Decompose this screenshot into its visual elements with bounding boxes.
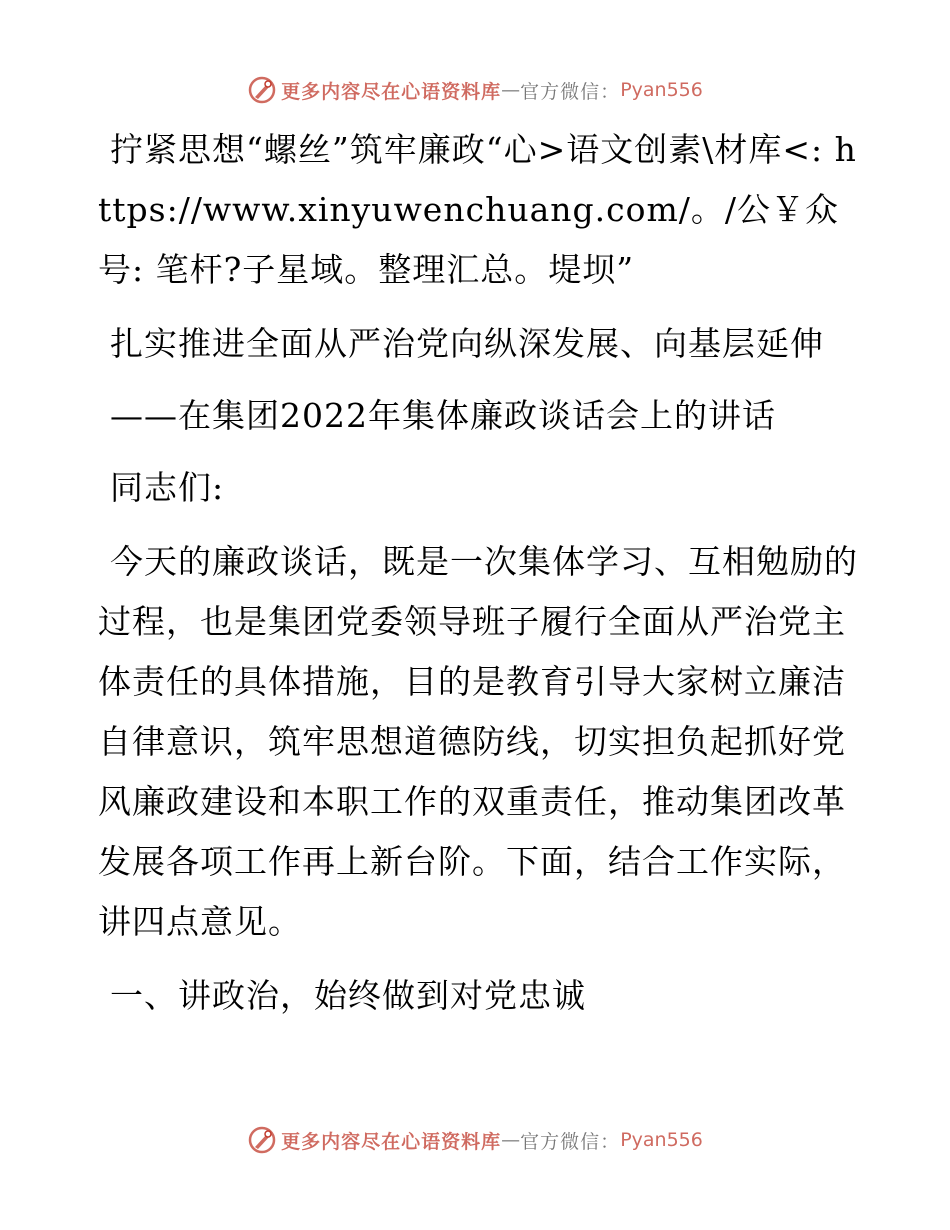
banner-wechat-id: Pyan556: [620, 79, 703, 101]
banner-label: 官方微信：: [520, 80, 621, 103]
body-paragraph: 今天的廉政谈话，既是一次集体学习、互相勉励的过程，也是集团党委领导班子履行全面从严治党主体责任的具体措施，目的是教育引导大家树立廉洁自律意识，筑牢思想道德防线，切实担负起抓好党风廉政建设和本职工作的双重责任，推动集团改革发展各项工作再上新台阶。下面，结合工作实际，讲四点意见。: [98, 542, 858, 941]
document-body: [98, 120, 858, 1026]
quill-circle-icon: [247, 75, 277, 105]
banner-separator: —: [501, 79, 521, 101]
document-title: 扎实推进全面从严治党向纵深发展、向基层延伸: [110, 324, 824, 363]
quill-circle-icon: [247, 1125, 277, 1155]
banner-label: 官方微信：: [520, 1130, 621, 1153]
document-subtitle: ——在集团2022年集体廉政谈话会上的讲话: [110, 396, 776, 435]
footer-banner: [0, 1120, 950, 1160]
banner-main-text: 更多内容尽在心语资料库: [281, 1130, 502, 1153]
header-line: 拧紧思想“螺丝”筑牢廉政“心>语文创素\材库<: https://www.xinyuwenchuang.com/。/公￥众号: 笔杆?子星域。整理汇总。堤坝”: [98, 130, 857, 289]
banner-main-text: 更多内容尽在心语资料库: [281, 80, 502, 103]
section-heading: 一、讲政治，始终做到对党忠诚: [110, 976, 586, 1015]
banner-separator: —: [501, 1129, 521, 1151]
banner-wechat-id: Pyan556: [620, 1129, 703, 1151]
header-banner: [0, 70, 950, 110]
greeting: 同志们:: [110, 468, 225, 507]
